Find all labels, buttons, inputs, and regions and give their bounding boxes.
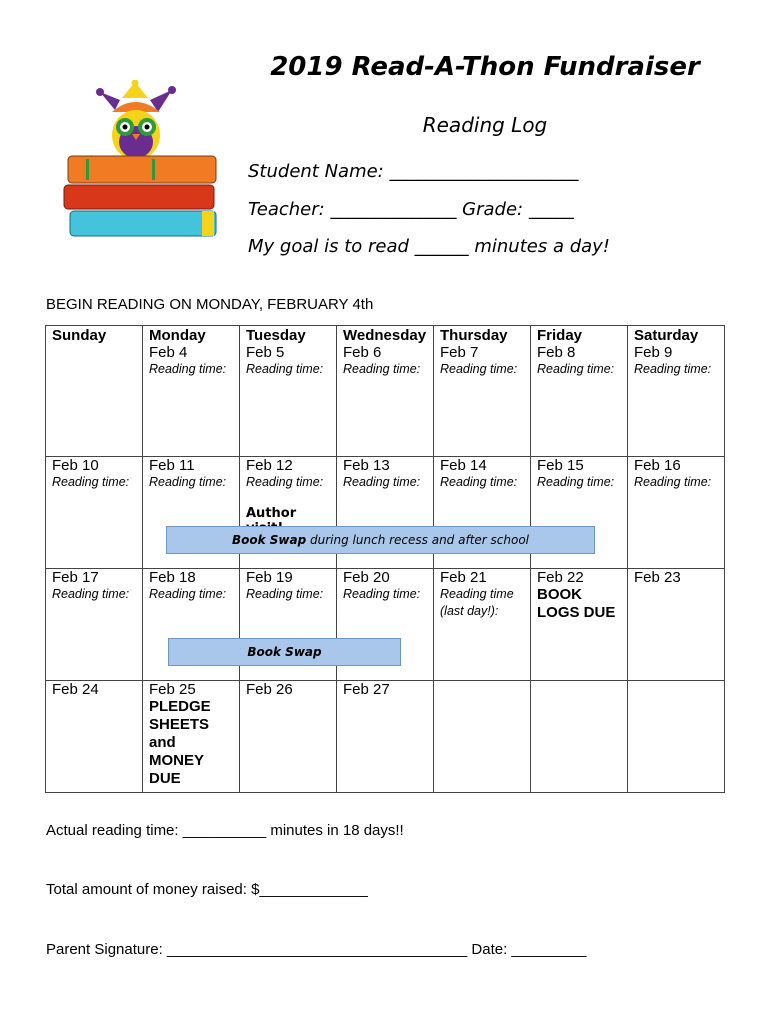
day-header: Monday	[149, 327, 206, 344]
date: Feb 24	[52, 681, 99, 698]
date: Feb 21	[440, 569, 487, 586]
day-cell	[337, 326, 434, 457]
reading-time-label: Reading time:	[440, 362, 518, 376]
begin-reading-note: BEGIN READING ON MONDAY, FEBRUARY 4th	[46, 296, 374, 313]
day-cell	[46, 681, 143, 793]
day-cell	[531, 569, 628, 681]
date: Feb 13	[343, 457, 390, 474]
day-cell	[628, 326, 725, 457]
date: Feb 20	[343, 569, 390, 586]
date: Feb 7	[440, 344, 479, 361]
day-cell	[531, 681, 628, 793]
date: Feb 22	[537, 569, 584, 586]
day-cell	[143, 326, 240, 457]
reading-goal-line: My goal is to read ______ minutes a day!	[248, 236, 611, 257]
book-logs-due: BOOK LOGS DUE	[537, 586, 616, 621]
day-cell	[46, 457, 143, 569]
day-header: Tuesday	[246, 327, 306, 344]
reading-time-label: Reading time:	[149, 362, 227, 376]
day-cell	[628, 569, 725, 681]
book-swap-detail: during lunch recess and after school	[306, 533, 529, 547]
day-header: Saturday	[634, 327, 699, 344]
teacher-grade-line: Teacher: ______________ Grade: _____	[248, 199, 574, 220]
reading-time-label: Reading time:	[52, 475, 130, 489]
book-swap-banner	[166, 526, 595, 554]
date: Feb 9	[634, 344, 673, 361]
day-header: Friday	[537, 327, 583, 344]
date: Feb 4	[149, 344, 188, 361]
day-cell	[143, 681, 240, 793]
reading-time-label: Reading time:	[440, 475, 518, 489]
day-cell	[628, 457, 725, 569]
date: Feb 14	[440, 457, 487, 474]
date: Feb 26	[246, 681, 293, 698]
pledge-due: PLEDGE SHEETS and MONEY DUE	[149, 698, 211, 787]
book-swap-label: Book Swap	[247, 645, 322, 659]
owl-on-books-icon	[60, 80, 220, 245]
day-cell	[434, 681, 531, 793]
parent-signature-line: Parent Signature: ____________________________________ Date: _________	[46, 941, 587, 958]
day-cell	[46, 326, 143, 457]
day-cell	[240, 681, 337, 793]
day-cell	[434, 569, 531, 681]
day-cell	[434, 326, 531, 457]
reading-time-label: Reading time:	[246, 475, 324, 489]
document-title: 2019 Read-A-Thon Fundraiser	[270, 52, 700, 82]
day-cell	[337, 681, 434, 793]
day-header: Wednesday	[343, 327, 427, 344]
day-cell	[628, 681, 725, 793]
date: Feb 8	[537, 344, 576, 361]
reading-time-label: Reading time:	[537, 362, 615, 376]
day-header: Thursday	[440, 327, 508, 344]
reading-time-label: Reading time:	[149, 475, 227, 489]
reading-time-label: Reading time:	[537, 475, 615, 489]
calendar-week-1	[46, 326, 725, 457]
money-raised-line: Total amount of money raised: $_____________	[46, 881, 368, 898]
day-cell	[46, 569, 143, 681]
reading-time-label: Reading time:	[343, 362, 421, 376]
book-swap-banner-2	[168, 638, 401, 666]
reading-time-label: Reading time:	[246, 587, 324, 601]
date: Feb 27	[343, 681, 390, 698]
date: Feb 19	[246, 569, 293, 586]
date: Feb 16	[634, 457, 681, 474]
day-header: Sunday	[52, 327, 107, 344]
date: Feb 23	[634, 569, 681, 586]
author-visit-note: Author	[246, 506, 297, 521]
date: Feb 5	[246, 344, 285, 361]
reading-time-label: Reading time:	[634, 362, 712, 376]
book-swap-label: Book Swap	[231, 533, 307, 547]
reading-time-label: Reading time:	[149, 587, 227, 601]
reading-time-label: Reading time:	[52, 587, 130, 601]
reading-time-label: Reading time:	[343, 475, 421, 489]
day-cell	[240, 326, 337, 457]
actual-reading-time-line: Actual reading time: __________ minutes in 18 days!!	[46, 822, 404, 839]
date: Feb 17	[52, 569, 99, 586]
reading-calendar	[45, 325, 725, 793]
reading-time-label: Reading time:	[634, 475, 712, 489]
calendar-week-4	[46, 681, 725, 793]
date: Feb 11	[149, 457, 195, 474]
reading-time-label: Reading time:	[246, 362, 324, 376]
date: Feb 10	[52, 457, 99, 474]
date: Feb 15	[537, 457, 584, 474]
last-day-label: Reading time (last day!):	[440, 587, 514, 618]
date: Feb 18	[149, 569, 196, 586]
date: Feb 25	[149, 681, 196, 698]
date: Feb 6	[343, 344, 382, 361]
student-name-line: Student Name: _____________________	[248, 161, 579, 182]
document-subtitle: Reading Log	[422, 113, 548, 137]
day-cell	[531, 326, 628, 457]
date: Feb 12	[246, 457, 293, 474]
reading-time-label: Reading time:	[343, 587, 421, 601]
